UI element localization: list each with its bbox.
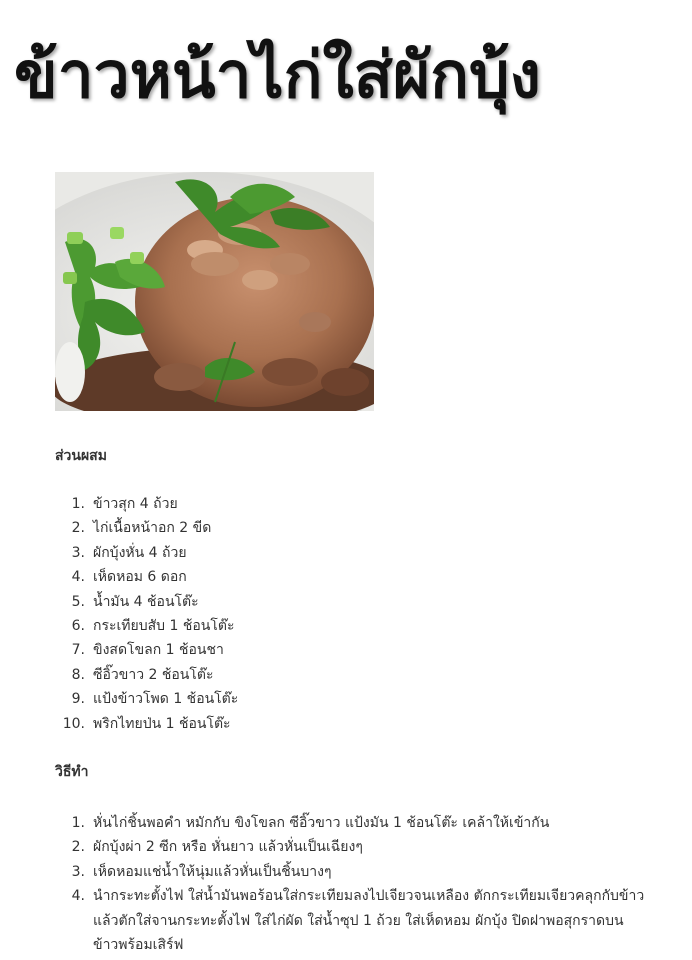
ingredient-text: ขิงสดโขลก 1 ช้อนชา	[93, 642, 224, 659]
ingredient-item: 3. ผักบุ้งหั่น 4 ถ้วย	[71, 544, 187, 561]
method-step-text: นำกระทะตั้งไฟ ใส่น้ำมันพอร้อนใส่กระเทียมลงไปเจียวจนเหลือง ตักกระเทียมเจียวคลุกกับข้าว แล้วตักใส่จานกระทะตั้งไฟ ใส่ไก่ผัด ใส่น้ำซุป 1 ถ้วย ใส่เห็ดหอม ผักบุ้ง ปิดฝาพอสุกราดบนข้าวพร้อมเสิร์ฟ	[93, 888, 645, 954]
ingredient-text: น้ำมัน 4 ช้อนโต๊ะ	[93, 593, 199, 610]
ingredient-text: ข้าวสุก 4 ถ้วย	[93, 496, 178, 512]
ingredients-heading: ส่วนผสม	[55, 448, 107, 464]
food-photo-illustration	[55, 172, 374, 411]
ingredient-text: ซีอิ๊วขาว 2 ช้อนโต๊ะ	[93, 666, 214, 683]
ingredient-item: 7. ขิงสดโขลก 1 ช้อนชา	[71, 642, 224, 659]
ingredient-item: 1. ข้าวสุก 4 ถ้วย	[71, 496, 178, 512]
ingredient-item: 6. กระเทียบสับ 1 ช้อนโต๊ะ	[71, 618, 235, 635]
method-step: 4. นำกระทะตั้งไฟ ใส่น้ำมันพอร้อนใส่กระเทียมลงไปเจียวจนเหลือง ตักกระเทียมเจียวคลุกกับข้าว แล้วตักใส่จานกระทะตั้งไฟ ใส่ไก่ผัด ใส่น้ำซุป 1 ถ้วย ใส่เห็ดหอม ผักบุ้ง ปิดฝาพอสุกราดบนข้าวพร้อมเสิร์ฟ	[71, 888, 645, 954]
method-step-text: ผักบุ้งผ่า 2 ซีก หรือ หั่นยาว แล้วหั่นเป็นเฉียงๆ	[93, 839, 363, 856]
ingredient-item: 8. ซีอิ๊วขาว 2 ช้อนโต๊ะ	[71, 666, 214, 683]
ingredient-text: ไก่เนื้อหน้าอก 2 ขีด	[93, 520, 212, 537]
ingredient-item: 4. เห็ดหอม 6 ดอก	[71, 569, 187, 586]
ingredient-item: 2. ไก่เนื้อหน้าอก 2 ขีด	[71, 520, 212, 537]
page-title: ข้าวหน้าไก่ใส่ผักบุ้ง	[14, 39, 541, 113]
method-step: 1. หั่นไก่ชิ้นพอคำ หมักกับ ขิงโขลก ซีอิ๊วขาว แป้งมัน 1 ช้อนโต๊ะ เคล้าให้เข้ากัน	[71, 815, 550, 831]
method-heading: วิธีทำ	[55, 764, 89, 780]
method-list	[55, 811, 645, 957]
method-step: 3. เห็ดหอมแช่น้ำให้นุ่มแล้วหั่นเป็นชิ้นบางๆ	[71, 863, 332, 880]
ingredient-item: 10. พริกไทยป่น 1 ช้อนโต๊ะ	[62, 715, 231, 732]
method-step-text: เห็ดหอมแช่น้ำให้นุ่มแล้วหั่นเป็นชิ้นบางๆ	[93, 863, 332, 880]
ingredient-text: พริกไทยป่น 1 ช้อนโต๊ะ	[93, 715, 231, 732]
ingredient-item: 9. แป้งข้าวโพด 1 ช้อนโต๊ะ	[71, 691, 239, 708]
ingredient-text: เห็ดหอม 6 ดอก	[93, 569, 187, 586]
method-step-text: หั่นไก่ชิ้นพอคำ หมักกับ ขิงโขลก ซีอิ๊วขาว แป้งมัน 1 ช้อนโต๊ะ เคล้าให้เข้ากัน	[93, 815, 550, 831]
ingredient-text: ผักบุ้งหั่น 4 ถ้วย	[93, 544, 187, 561]
ingredient-item: 5. น้ำมัน 4 ช้อนโต๊ะ	[71, 593, 199, 610]
ingredient-text: แป้งข้าวโพด 1 ช้อนโต๊ะ	[93, 691, 239, 708]
ingredients-list	[55, 492, 655, 736]
ingredient-text: กระเทียบสับ 1 ช้อนโต๊ะ	[93, 618, 235, 635]
method-step: 2. ผักบุ้งผ่า 2 ซีก หรือ หั่นยาว แล้วหั่นเป็นเฉียงๆ	[71, 839, 363, 856]
food-photo	[55, 172, 374, 411]
